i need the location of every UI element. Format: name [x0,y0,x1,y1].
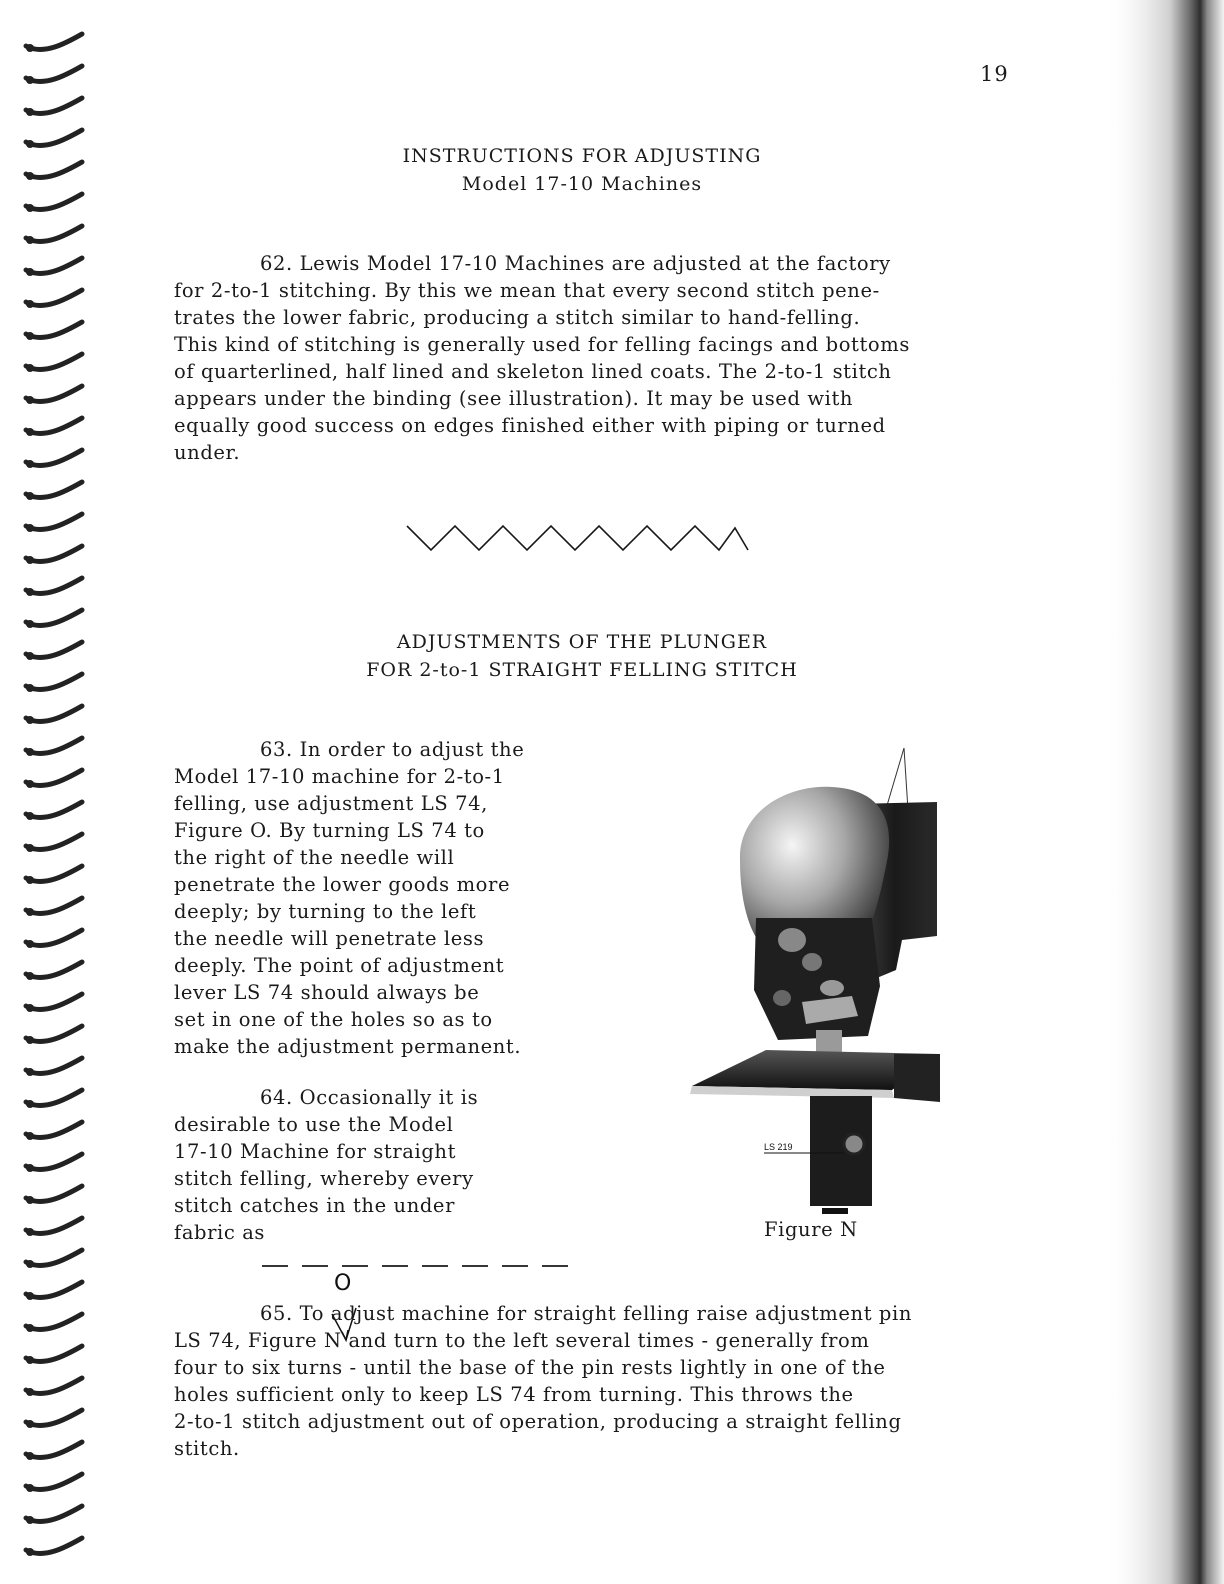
section-title-2-line-1: ADJUSTMENTS OF THE PLUNGER [396,631,768,653]
section-title [0,142,1164,198]
binding-hole [26,76,34,84]
paragraph-line: holes sufficient only to keep LS 74 from turning. This throws the [174,1383,854,1406]
binding-hole [26,1068,34,1076]
binding-coil [26,866,82,881]
paragraph-64 [174,1084,478,1246]
paragraph-line: four to six turns - until the base of the pin rests lightly in one of the [174,1356,886,1379]
binding-hole [26,204,34,212]
binding-coil [26,1154,82,1169]
binding-hole [26,684,34,692]
page-edge-shadow [1064,0,1224,1584]
paragraph-line: under. [174,441,241,464]
paragraph-line: fabric as [174,1221,266,1244]
binding-coil [26,898,82,913]
binding-coil [26,1442,82,1457]
binding-hole [26,1260,34,1268]
binding-hole [26,1452,34,1460]
binding-coil [26,1314,82,1329]
paragraph-line: 62. Lewis Model 17-10 Machines are adjusted at the factory [260,252,891,275]
paragraph-line: 64. Occasionally it is [260,1086,479,1109]
binding-coil [26,546,82,561]
paragraph-line: equally good success on edges finished either with piping or turned [174,414,886,437]
paragraph-line: 17-10 Machine for straight [174,1140,457,1163]
binding-hole [26,1196,34,1204]
binding-coil [26,258,82,273]
binding-hole [26,780,34,788]
binding-hole [26,876,34,884]
binding-hole [26,1388,34,1396]
paragraph-line: lever LS 74 should always be [174,981,480,1004]
binding-coil [26,1186,82,1201]
binding-coil [26,706,82,721]
section-subtitle: Model 17-10 Machines [461,173,703,195]
binding-hole [26,748,34,756]
binding-coil [26,578,82,593]
binding-hole [26,108,34,116]
paragraph-line: 65. To adjust machine for straight felling raise adjustment pin [260,1302,913,1325]
paragraph-line: 63. In order to adjust the [260,738,525,761]
binding-coil [26,226,82,241]
page-number: 19 [980,62,1009,86]
section-title-2 [0,628,1164,684]
paragraph-62 [174,250,910,466]
binding-coil [26,930,82,945]
paragraph-line: This kind of stitching is generally used for felling facings and bottoms [174,333,910,356]
binding-coil [26,1378,82,1393]
binding-hole [26,300,34,308]
binding-hole [26,972,34,980]
paragraph-line: the needle will penetrate less [174,927,485,950]
paragraph-line: of quarterlined, half lined and skeleton lined coats. The 2-to-1 stitch [174,360,892,383]
binding-hole [26,1516,34,1524]
binding-coil [26,514,82,529]
section-title-2-line-2: FOR 2-to-1 STRAIGHT FELLING STITCH [366,659,798,681]
handwritten-letter: O [334,1271,352,1296]
binding-hole [26,492,34,500]
paragraph-line: make the adjustment permanent. [174,1035,522,1058]
binding-coil [26,98,82,113]
binding-hole [26,940,34,948]
binding-coil [26,482,82,497]
binding-coil [26,34,82,49]
paragraph-line: stitch felling, whereby every [174,1167,474,1190]
paragraph-63 [174,736,524,1060]
binding-hole [26,1420,34,1428]
binding-hole [26,812,34,820]
binding-hole [26,844,34,852]
binding-hole [26,460,34,468]
binding-hole [26,716,34,724]
paragraph-line: appears under the binding (see illustration). It may be used with [174,387,854,410]
binding-coil [26,290,82,305]
binding-coil [26,1218,82,1233]
binding-hole [26,620,34,628]
binding-coil [26,322,82,337]
binding-coil [26,802,82,817]
paragraph-line: felling, use adjustment LS 74, [174,792,488,815]
straight-stitch-illustration [262,1258,568,1274]
stitch-illustration [405,520,750,554]
binding-coil [26,1506,82,1521]
binding-coil [26,770,82,785]
machine-photo [682,740,950,1216]
binding-coil [26,418,82,433]
binding-hole [26,428,34,436]
binding-hole [26,1036,34,1044]
paragraph-line: Model 17-10 machine for 2-to-1 [174,765,505,788]
binding-hole [26,1132,34,1140]
paragraph-line: set in one of the holes so as to [174,1008,493,1031]
paragraph-line: stitch catches in the under [174,1194,455,1217]
binding-coil [26,386,82,401]
paragraph-line: Figure O. By turning LS 74 to [174,819,485,842]
binding-hole [26,1548,34,1556]
binding-hole [26,1484,34,1492]
paragraph-65 [174,1300,912,1462]
binding-hole [26,364,34,372]
binding-hole [26,1100,34,1108]
binding-coil [26,962,82,977]
figure-caption: Figure N [764,1218,858,1241]
paragraph-line: deeply. The point of adjustment [174,954,505,977]
binding-coil [26,834,82,849]
binding-coil [26,1282,82,1297]
binding-hole [26,588,34,596]
paragraph-line: stitch. [174,1437,240,1460]
binding-hole [26,524,34,532]
binding-hole [26,396,34,404]
paragraph-line: for 2-to-1 stitching. By this we mean that every second stitch pene- [174,279,880,302]
paragraph-line: deeply; by turning to the left [174,900,477,923]
binding-hole [26,268,34,276]
binding-coil [26,994,82,1009]
paragraph-line: desirable to use the Model [174,1113,454,1136]
binding-hole [26,332,34,340]
paragraph-line: the right of the needle will [174,846,455,869]
ls219-label: LS 219 [764,1142,793,1152]
section-title-line-1: INSTRUCTIONS FOR ADJUSTING [402,145,762,167]
binding-coil [26,1090,82,1105]
binding-hole [26,1004,34,1012]
binding-coil [26,610,82,625]
binding-hole [26,1164,34,1172]
binding-hole [26,556,34,564]
binding-coil [26,1346,82,1361]
binding-coil [26,1058,82,1073]
binding-hole [26,1292,34,1300]
paragraph-line: 2-to-1 stitch adjustment out of operation, producing a straight felling [174,1410,902,1433]
binding-coil [26,354,82,369]
binding-coil [26,1122,82,1137]
paragraph-line: penetrate the lower goods more [174,873,511,896]
spiral-binding [18,20,98,1580]
binding-hole [26,908,34,916]
binding-hole [26,1228,34,1236]
binding-coil [26,1474,82,1489]
binding-hole [26,236,34,244]
paragraph-line: LS 74, Figure N and turn to the left several times - generally from [174,1329,870,1352]
binding-hole [26,1324,34,1332]
paragraph-line: trates the lower fabric, producing a stitch similar to hand-felling. [174,306,861,329]
binding-coil [26,1538,82,1553]
binding-coil [26,1026,82,1041]
binding-hole [26,44,34,52]
binding-coil [26,1410,82,1425]
binding-hole [26,1356,34,1364]
binding-coil [26,450,82,465]
binding-coil [26,738,82,753]
binding-coil [26,1250,82,1265]
binding-coil [26,66,82,81]
